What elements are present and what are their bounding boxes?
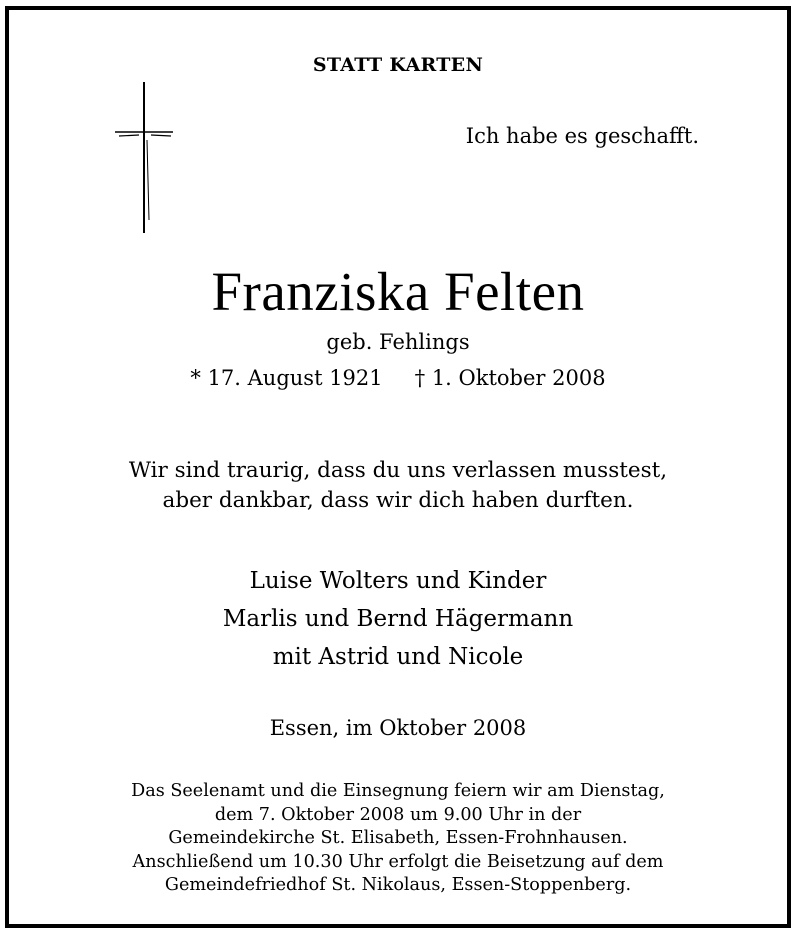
notice-line: dem 7. Oktober 2008 um 9.00 Uhr in der [214,804,582,825]
deceased-name: Franziska Felten [211,261,585,322]
mourner-line: mit Astrid und Nicole [272,644,524,670]
motto-quote: Ich habe es geschafft. [465,124,699,148]
notice-line: Gemeindefriedhof St. Nikolaus, Essen-Stoppenberg. [164,875,632,895]
mourners-block [9,562,787,676]
life-dates [9,366,787,390]
verse-line: aber dankbar, dass wir dich haben durften. [162,488,634,513]
death-date: † 1. Oktober 2008 [414,366,606,390]
verse-block [9,456,787,516]
notice-header: STATT KARTEN [312,54,484,76]
verse-line: Wir sind traurig, dass du uns verlassen musstest, [128,458,668,483]
funeral-notice [9,780,787,898]
obituary-frame [5,6,791,928]
maiden-name: geb. Fehlings [326,330,470,354]
birth-date: * 17. August 1921 [190,366,383,390]
notice-line: Das Seelenamt und die Einsegnung feiern wir am Dienstag, [131,781,665,801]
latin-cross-icon [109,80,179,235]
place-date: Essen, im Oktober 2008 [269,716,527,740]
mourner-line: Marlis und Bernd Hägermann [222,606,574,632]
notice-line: Anschließend um 10.30 Uhr erfolgt die Beisetzung auf dem [132,851,664,872]
mourner-line: Luise Wolters und Kinder [249,568,547,594]
notice-line: Gemeindekirche St. Elisabeth, Essen-Frohnhausen. [168,828,628,848]
